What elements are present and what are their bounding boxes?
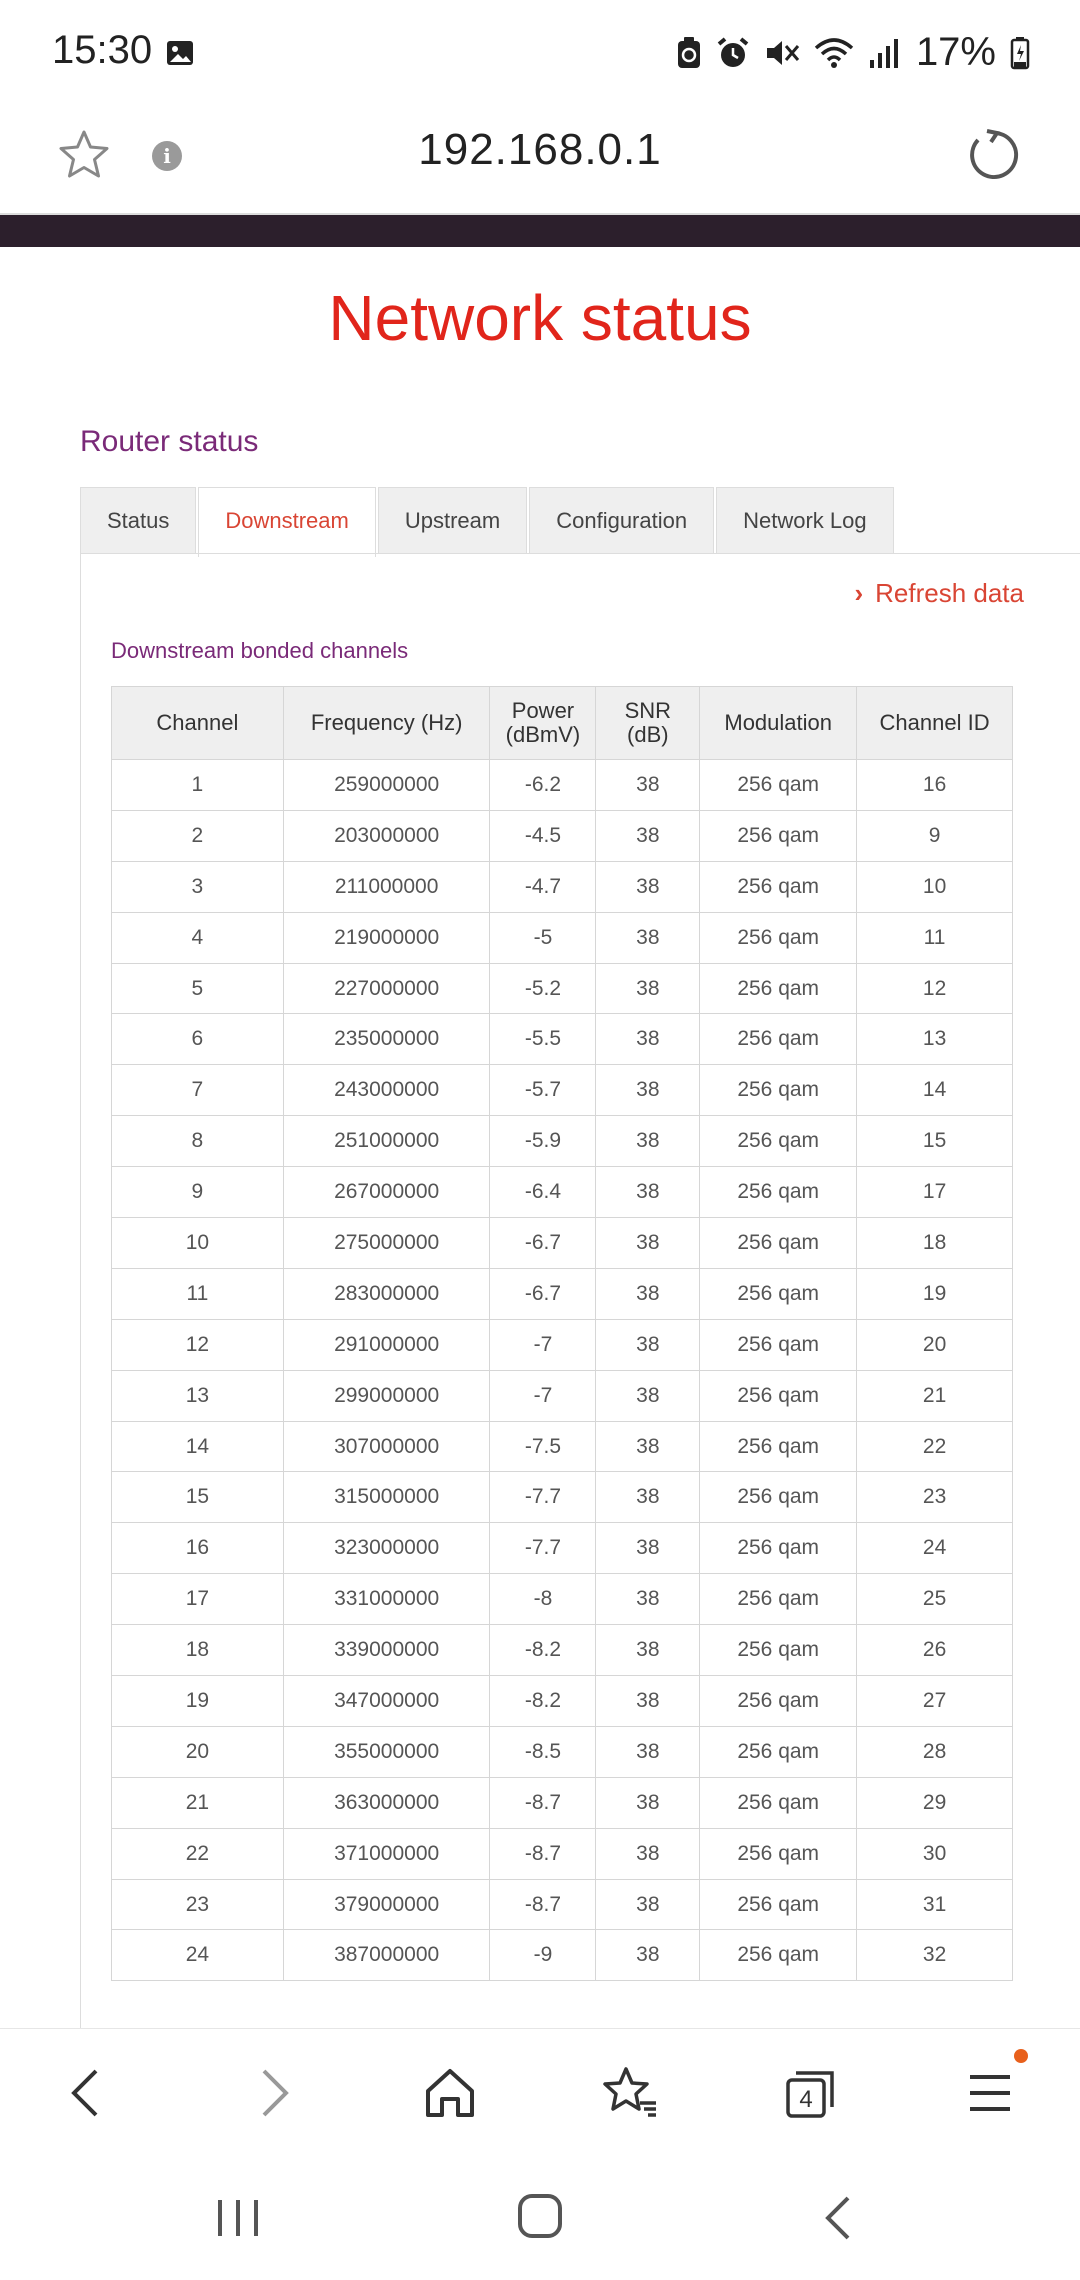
cell-frequency: 291000000	[283, 1319, 490, 1370]
cell-snr: 38	[596, 1065, 700, 1116]
cell-snr: 38	[596, 1523, 700, 1574]
table-row	[112, 1167, 1013, 1218]
cell-snr: 38	[596, 1268, 700, 1319]
cell-snr: 38	[596, 861, 700, 912]
cell-frequency: 315000000	[283, 1472, 490, 1523]
cell-frequency: 323000000	[283, 1523, 490, 1574]
cell-snr: 38	[596, 1676, 700, 1727]
url-text[interactable]: 192.168.0.1	[418, 125, 662, 174]
downstream-panel	[80, 553, 1080, 2033]
tab-bar	[80, 487, 896, 555]
status-bar	[0, 0, 1080, 105]
cell-modulation: 256 qam	[700, 1625, 857, 1676]
cell-snr: 38	[596, 1472, 700, 1523]
signal-icon	[868, 36, 898, 70]
cell-channel-id: 28	[857, 1726, 1013, 1777]
cell-frequency: 307000000	[283, 1421, 490, 1472]
home-button-icon[interactable]	[512, 2188, 568, 2244]
cell-power: -8.2	[490, 1676, 596, 1727]
table-row	[112, 810, 1013, 861]
cell-channel: 2	[112, 810, 284, 861]
cell-channel-id: 12	[857, 963, 1013, 1014]
cell-snr: 38	[596, 1319, 700, 1370]
table-row	[112, 912, 1013, 963]
cell-snr: 38	[596, 1014, 700, 1065]
cell-modulation: 256 qam	[700, 963, 857, 1014]
cell-frequency: 243000000	[283, 1065, 490, 1116]
table-row	[112, 1319, 1013, 1370]
cell-channel: 18	[112, 1625, 284, 1676]
cell-modulation: 256 qam	[700, 1116, 857, 1167]
status-time: 15:30	[52, 28, 153, 72]
home-icon[interactable]	[420, 2063, 480, 2123]
cell-modulation: 256 qam	[700, 1014, 857, 1065]
table-row	[112, 963, 1013, 1014]
table-body	[112, 760, 1013, 1981]
system-nav-bar	[0, 2158, 1080, 2280]
cell-power: -5.5	[490, 1014, 596, 1065]
browser-url-bar	[0, 105, 1080, 215]
battery-icon	[1010, 36, 1030, 70]
cell-power: -7.5	[490, 1421, 596, 1472]
site-header-band	[0, 215, 1080, 247]
cell-channel-id: 20	[857, 1319, 1013, 1370]
cell-channel-id: 15	[857, 1116, 1013, 1167]
cell-frequency: 371000000	[283, 1828, 490, 1879]
cell-snr: 38	[596, 1218, 700, 1269]
cell-frequency: 251000000	[283, 1116, 490, 1167]
cell-power: -8.5	[490, 1726, 596, 1777]
cell-modulation: 256 qam	[700, 1472, 857, 1523]
cell-frequency: 267000000	[283, 1167, 490, 1218]
cell-power: -8	[490, 1574, 596, 1625]
cell-snr: 38	[596, 912, 700, 963]
cell-snr: 38	[596, 1421, 700, 1472]
page-title: Network status	[328, 282, 752, 354]
cell-modulation: 256 qam	[700, 1879, 857, 1930]
tab-count: 4	[799, 2086, 813, 2113]
cell-channel-id: 18	[857, 1218, 1013, 1269]
cell-channel: 1	[112, 760, 284, 811]
header-power	[490, 687, 596, 760]
tab-status[interactable]: Status	[80, 487, 196, 553]
cell-channel-id: 26	[857, 1625, 1013, 1676]
cell-frequency: 259000000	[283, 760, 490, 811]
header-frequency: Frequency (Hz)	[283, 687, 490, 760]
cell-channel-id: 25	[857, 1574, 1013, 1625]
cell-channel: 24	[112, 1930, 284, 1981]
cell-snr: 38	[596, 1625, 700, 1676]
cell-power: -7	[490, 1370, 596, 1421]
cell-channel-id: 17	[857, 1167, 1013, 1218]
cell-channel: 14	[112, 1421, 284, 1472]
cell-modulation: 256 qam	[700, 760, 857, 811]
refresh-data-link[interactable]	[854, 578, 1024, 609]
cell-power: -8.7	[490, 1777, 596, 1828]
cell-channel: 23	[112, 1879, 284, 1930]
table-row	[112, 861, 1013, 912]
cell-channel: 6	[112, 1014, 284, 1065]
cell-modulation: 256 qam	[700, 1777, 857, 1828]
battery-saver-icon	[676, 36, 702, 70]
cell-snr: 38	[596, 1726, 700, 1777]
cell-frequency: 387000000	[283, 1930, 490, 1981]
cell-modulation: 256 qam	[700, 1574, 857, 1625]
cell-channel-id: 29	[857, 1777, 1013, 1828]
header-power-line1: Power	[511, 698, 575, 723]
cell-channel-id: 19	[857, 1268, 1013, 1319]
cell-frequency: 211000000	[283, 861, 490, 912]
cell-snr: 38	[596, 963, 700, 1014]
table-row	[112, 1523, 1013, 1574]
recents-icon[interactable]	[210, 2190, 266, 2246]
cell-power: -6.7	[490, 1218, 596, 1269]
cell-modulation: 256 qam	[700, 1930, 857, 1981]
cell-channel-id: 31	[857, 1879, 1013, 1930]
cell-frequency: 203000000	[283, 810, 490, 861]
table-row	[112, 1879, 1013, 1930]
cell-snr: 38	[596, 1370, 700, 1421]
chevron-right-icon: ›	[854, 578, 864, 608]
header-power-line2: (dBmV)	[505, 722, 581, 747]
cell-modulation: 256 qam	[700, 1370, 857, 1421]
cell-channel: 20	[112, 1726, 284, 1777]
tab-upstream[interactable]: Upstream	[378, 487, 527, 553]
cell-frequency: 235000000	[283, 1014, 490, 1065]
section-title: Router status	[80, 425, 259, 458]
cell-modulation: 256 qam	[700, 1065, 857, 1116]
cell-power: -5	[490, 912, 596, 963]
table-row	[112, 1370, 1013, 1421]
table-row	[112, 760, 1013, 811]
cell-modulation: 256 qam	[700, 810, 857, 861]
cell-snr: 38	[596, 1930, 700, 1981]
cell-modulation: 256 qam	[700, 1726, 857, 1777]
cell-channel: 22	[112, 1828, 284, 1879]
cell-frequency: 299000000	[283, 1370, 490, 1421]
image-icon	[165, 38, 195, 68]
table-title: Downstream bonded channels	[111, 638, 409, 663]
cell-channel: 15	[112, 1472, 284, 1523]
bookmarks-icon[interactable]	[600, 2063, 660, 2123]
browser-bottom-nav	[0, 2028, 1080, 2159]
cell-frequency: 283000000	[283, 1268, 490, 1319]
cell-channel: 8	[112, 1116, 284, 1167]
cell-channel: 21	[112, 1777, 284, 1828]
refresh-label: Refresh data	[875, 578, 1024, 608]
cell-channel-id: 16	[857, 760, 1013, 811]
cell-frequency: 219000000	[283, 912, 490, 963]
site-info-icon[interactable]: i	[152, 141, 182, 171]
tabs-icon[interactable]	[780, 2063, 840, 2123]
cell-modulation: 256 qam	[700, 1268, 857, 1319]
cell-channel: 4	[112, 912, 284, 963]
table-row	[112, 1014, 1013, 1065]
table-row	[112, 1116, 1013, 1167]
cell-channel: 7	[112, 1065, 284, 1116]
cell-channel-id: 27	[857, 1676, 1013, 1727]
header-snr-line1: SNR	[624, 698, 672, 723]
cell-channel-id: 23	[857, 1472, 1013, 1523]
cell-power: -5.9	[490, 1116, 596, 1167]
cell-channel-id: 21	[857, 1370, 1013, 1421]
cell-frequency: 227000000	[283, 963, 490, 1014]
cell-channel: 19	[112, 1676, 284, 1727]
cell-modulation: 256 qam	[700, 1218, 857, 1269]
table-row	[112, 1268, 1013, 1319]
menu-notification-dot	[1014, 2049, 1028, 2063]
cell-channel-id: 9	[857, 810, 1013, 861]
battery-percent: 17%	[915, 30, 996, 74]
cell-power: -8.7	[490, 1879, 596, 1930]
table-row	[112, 1218, 1013, 1269]
cell-modulation: 256 qam	[700, 1523, 857, 1574]
cell-power: -5.7	[490, 1065, 596, 1116]
cell-power: -4.7	[490, 861, 596, 912]
cell-channel-id: 14	[857, 1065, 1013, 1116]
cell-power: -9	[490, 1930, 596, 1981]
table-header-row	[112, 687, 1013, 760]
cell-power: -8.2	[490, 1625, 596, 1676]
cell-power: -4.5	[490, 810, 596, 861]
cell-modulation: 256 qam	[700, 861, 857, 912]
cell-modulation: 256 qam	[700, 1319, 857, 1370]
cell-channel-id: 32	[857, 1930, 1013, 1981]
cell-modulation: 256 qam	[700, 1676, 857, 1727]
cell-snr: 38	[596, 760, 700, 811]
table-row	[112, 1625, 1013, 1676]
cell-channel-id: 30	[857, 1828, 1013, 1879]
status-icons	[676, 30, 1030, 75]
cell-power: -6.7	[490, 1268, 596, 1319]
cell-channel-id: 13	[857, 1014, 1013, 1065]
cell-modulation: 256 qam	[700, 912, 857, 963]
forward-icon[interactable]	[242, 2063, 302, 2123]
cell-power: -7.7	[490, 1472, 596, 1523]
cell-frequency: 275000000	[283, 1218, 490, 1269]
downstream-table	[111, 686, 1013, 1981]
cell-channel: 13	[112, 1370, 284, 1421]
reload-icon[interactable]	[964, 125, 1024, 185]
menu-icon[interactable]	[960, 2063, 1020, 2123]
table-row	[112, 1676, 1013, 1727]
page-content	[0, 247, 1080, 2027]
cell-frequency: 363000000	[283, 1777, 490, 1828]
header-modulation: Modulation	[700, 687, 857, 760]
cell-channel: 5	[112, 963, 284, 1014]
cell-channel: 11	[112, 1268, 284, 1319]
table-row	[112, 1065, 1013, 1116]
cell-channel-id: 24	[857, 1523, 1013, 1574]
cell-snr: 38	[596, 1828, 700, 1879]
cell-frequency: 379000000	[283, 1879, 490, 1930]
header-channel: Channel	[112, 687, 284, 760]
cell-channel-id: 22	[857, 1421, 1013, 1472]
header-snr-line2: (dB)	[627, 722, 669, 747]
cell-modulation: 256 qam	[700, 1828, 857, 1879]
wifi-icon	[814, 36, 854, 70]
cell-channel: 12	[112, 1319, 284, 1370]
cell-power: -6.4	[490, 1167, 596, 1218]
header-snr	[596, 687, 700, 760]
alarm-icon	[716, 36, 750, 70]
cell-channel: 16	[112, 1523, 284, 1574]
mute-icon	[764, 36, 800, 70]
back-icon[interactable]	[58, 2063, 118, 2123]
table-row	[112, 1777, 1013, 1828]
cell-frequency: 347000000	[283, 1676, 490, 1727]
cell-snr: 38	[596, 1879, 700, 1930]
cell-power: -8.7	[490, 1828, 596, 1879]
cell-power: -7.7	[490, 1523, 596, 1574]
cell-power: -5.2	[490, 963, 596, 1014]
cell-channel: 3	[112, 861, 284, 912]
tab-configuration[interactable]: Configuration	[529, 487, 714, 553]
table-row	[112, 1930, 1013, 1981]
table-row	[112, 1726, 1013, 1777]
cell-snr: 38	[596, 1167, 700, 1218]
table-row	[112, 1472, 1013, 1523]
cell-snr: 38	[596, 810, 700, 861]
tab-downstream[interactable]: Downstream	[198, 487, 375, 557]
table-row	[112, 1421, 1013, 1472]
system-back-icon[interactable]	[812, 2190, 868, 2246]
cell-channel: 9	[112, 1167, 284, 1218]
cell-channel-id: 11	[857, 912, 1013, 963]
cell-frequency: 331000000	[283, 1574, 490, 1625]
cell-modulation: 256 qam	[700, 1421, 857, 1472]
cell-channel: 17	[112, 1574, 284, 1625]
cell-snr: 38	[596, 1574, 700, 1625]
cell-frequency: 355000000	[283, 1726, 490, 1777]
table-row	[112, 1828, 1013, 1879]
cell-power: -6.2	[490, 760, 596, 811]
cell-channel: 10	[112, 1218, 284, 1269]
header-channel-id: Channel ID	[857, 687, 1013, 760]
cell-modulation: 256 qam	[700, 1167, 857, 1218]
cell-frequency: 339000000	[283, 1625, 490, 1676]
cell-power: -7	[490, 1319, 596, 1370]
table-row	[112, 1574, 1013, 1625]
cell-snr: 38	[596, 1116, 700, 1167]
cell-channel-id: 10	[857, 861, 1013, 912]
cell-snr: 38	[596, 1777, 700, 1828]
tab-network-log[interactable]: Network Log	[716, 487, 894, 553]
